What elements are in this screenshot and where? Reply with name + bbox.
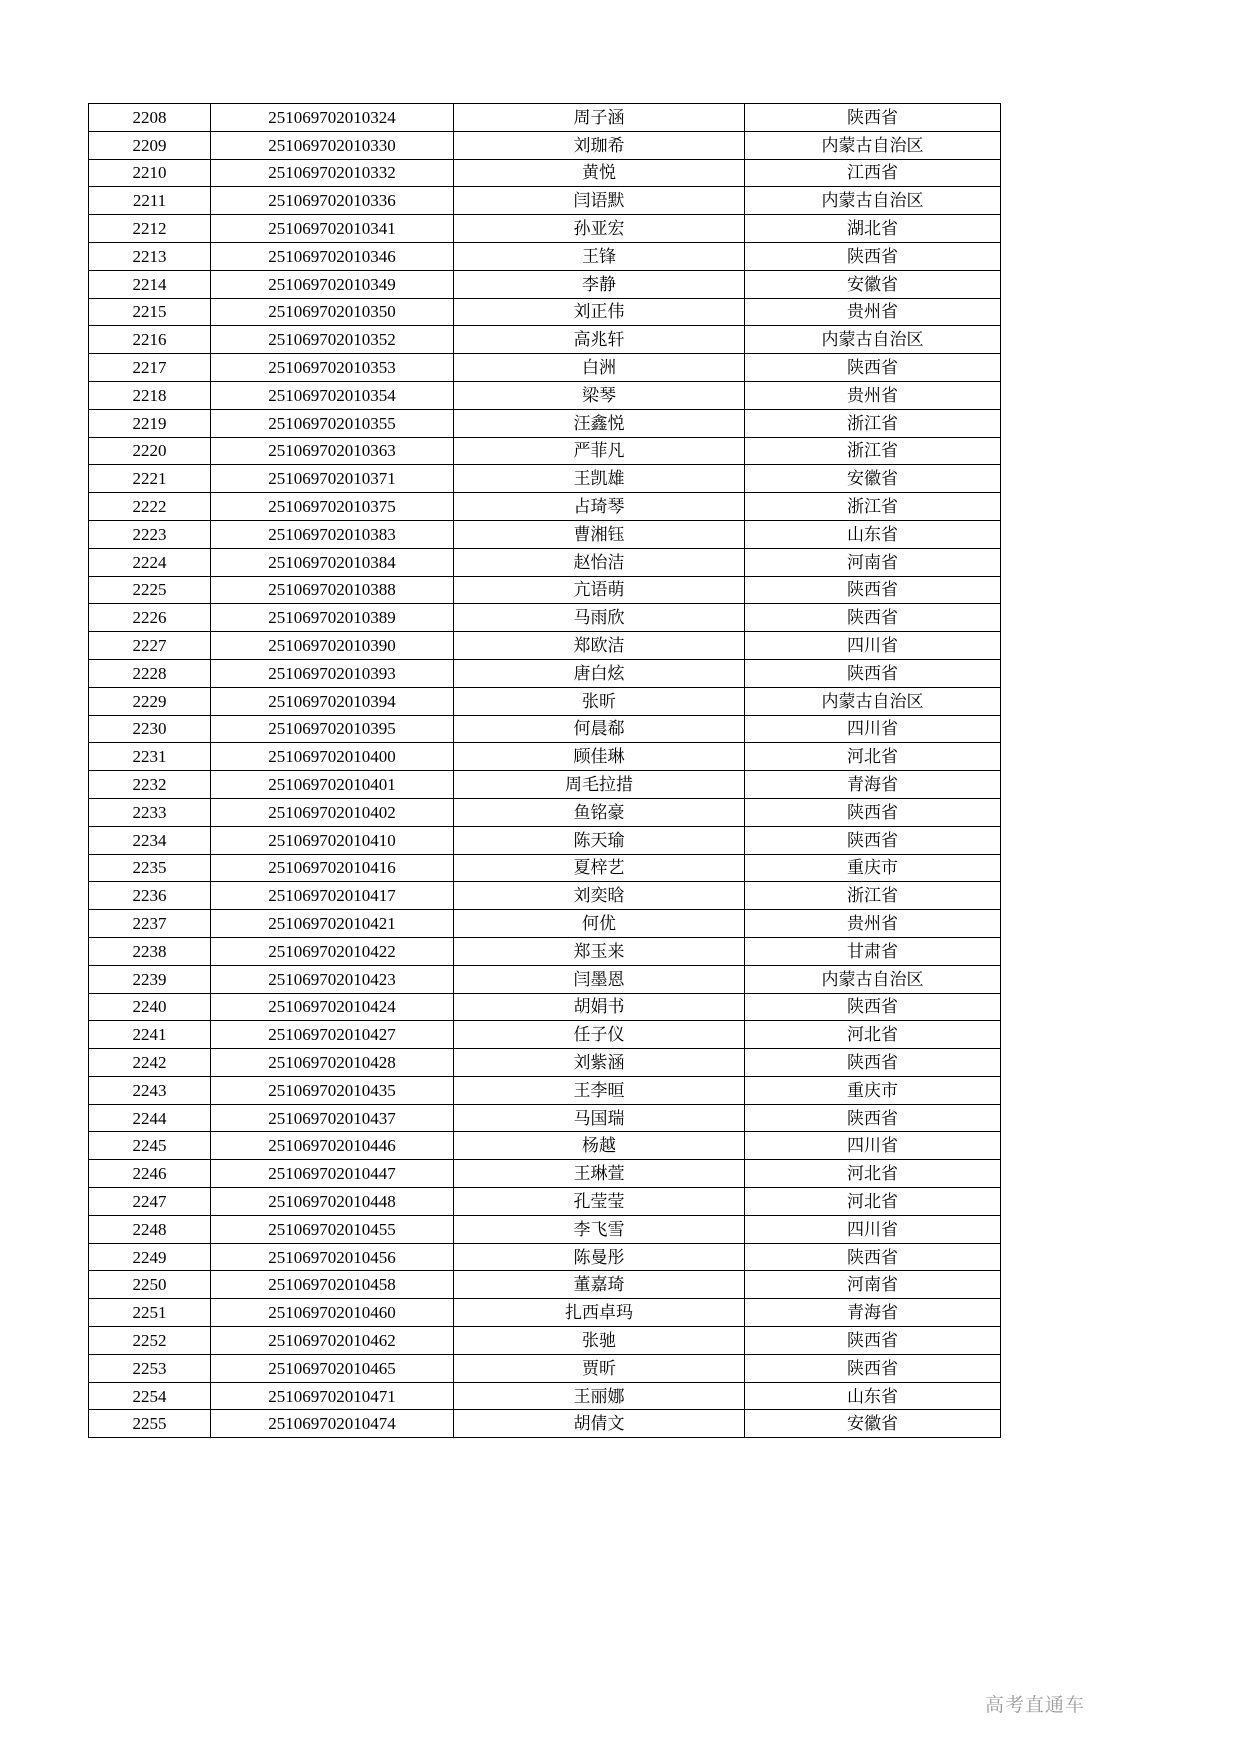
candidate-name-cell: 周毛拉措	[454, 771, 745, 799]
candidate-name-cell: 唐白炫	[454, 659, 745, 687]
candidate-name-cell: 王琳萱	[454, 1160, 745, 1188]
row-number-cell: 2225	[89, 576, 211, 604]
row-number-cell: 2218	[89, 381, 211, 409]
row-number-cell: 2232	[89, 771, 211, 799]
candidate-name-cell: 何晨郗	[454, 715, 745, 743]
province-cell: 陕西省	[745, 1049, 1001, 1077]
candidate-id-cell: 251069702010363	[211, 437, 454, 465]
table-row	[89, 1076, 1001, 1104]
row-number-cell: 2221	[89, 465, 211, 493]
province-cell: 浙江省	[745, 493, 1001, 521]
candidate-name-cell: 胡娟书	[454, 993, 745, 1021]
province-cell: 陕西省	[745, 104, 1001, 132]
province-cell: 浙江省	[745, 437, 1001, 465]
row-number-cell: 2222	[89, 493, 211, 521]
province-cell: 内蒙古自治区	[745, 131, 1001, 159]
province-cell: 四川省	[745, 632, 1001, 660]
table-row	[89, 1215, 1001, 1243]
candidate-name-cell: 郑欧洁	[454, 632, 745, 660]
table-row	[89, 659, 1001, 687]
row-number-cell: 2223	[89, 520, 211, 548]
candidate-id-cell: 251069702010455	[211, 1215, 454, 1243]
row-number-cell: 2235	[89, 854, 211, 882]
province-cell: 浙江省	[745, 882, 1001, 910]
candidate-name-cell: 李飞雪	[454, 1215, 745, 1243]
table-row	[89, 131, 1001, 159]
table-row	[89, 1327, 1001, 1355]
row-number-cell: 2226	[89, 604, 211, 632]
candidate-name-cell: 何优	[454, 910, 745, 938]
row-number-cell: 2220	[89, 437, 211, 465]
table-row	[89, 798, 1001, 826]
province-cell: 陕西省	[745, 1354, 1001, 1382]
candidate-name-cell: 刘正伟	[454, 298, 745, 326]
table-row	[89, 743, 1001, 771]
table-row	[89, 493, 1001, 521]
table-row	[89, 465, 1001, 493]
candidate-name-cell: 孔莹莹	[454, 1188, 745, 1216]
row-number-cell: 2245	[89, 1132, 211, 1160]
candidate-id-cell: 251069702010421	[211, 910, 454, 938]
table-row	[89, 937, 1001, 965]
province-cell: 内蒙古自治区	[745, 965, 1001, 993]
table-row	[89, 854, 1001, 882]
table-row	[89, 1021, 1001, 1049]
candidate-name-cell: 赵怡洁	[454, 548, 745, 576]
province-cell: 内蒙古自治区	[745, 187, 1001, 215]
candidate-name-cell: 周子涵	[454, 104, 745, 132]
table-row	[89, 1382, 1001, 1410]
candidate-name-cell: 王凯雄	[454, 465, 745, 493]
row-number-cell: 2230	[89, 715, 211, 743]
candidate-name-cell: 任子仪	[454, 1021, 745, 1049]
candidate-id-cell: 251069702010324	[211, 104, 454, 132]
candidate-id-cell: 251069702010423	[211, 965, 454, 993]
row-number-cell: 2255	[89, 1410, 211, 1438]
row-number-cell: 2237	[89, 910, 211, 938]
row-number-cell: 2243	[89, 1076, 211, 1104]
row-number-cell: 2234	[89, 826, 211, 854]
table-row	[89, 1049, 1001, 1077]
candidate-name-cell: 顾佳琳	[454, 743, 745, 771]
candidate-name-cell: 夏梓艺	[454, 854, 745, 882]
table-row	[89, 409, 1001, 437]
table-row	[89, 354, 1001, 382]
province-cell: 陕西省	[745, 354, 1001, 382]
candidate-name-cell: 王锋	[454, 242, 745, 270]
candidate-id-cell: 251069702010346	[211, 242, 454, 270]
candidate-name-cell: 陈天瑜	[454, 826, 745, 854]
candidate-id-cell: 251069702010435	[211, 1076, 454, 1104]
candidate-id-cell: 251069702010416	[211, 854, 454, 882]
table-row	[89, 771, 1001, 799]
province-cell: 四川省	[745, 1132, 1001, 1160]
province-cell: 山东省	[745, 520, 1001, 548]
candidate-id-cell: 251069702010354	[211, 381, 454, 409]
candidate-id-cell: 251069702010393	[211, 659, 454, 687]
table-row	[89, 1104, 1001, 1132]
province-cell: 安徽省	[745, 465, 1001, 493]
table-row	[89, 1132, 1001, 1160]
province-cell: 江西省	[745, 159, 1001, 187]
province-cell: 青海省	[745, 1299, 1001, 1327]
candidate-id-cell: 251069702010355	[211, 409, 454, 437]
row-number-cell: 2211	[89, 187, 211, 215]
candidate-name-cell: 闫语默	[454, 187, 745, 215]
row-number-cell: 2233	[89, 798, 211, 826]
candidate-name-cell: 马国瑞	[454, 1104, 745, 1132]
row-number-cell: 2224	[89, 548, 211, 576]
row-number-cell: 2216	[89, 326, 211, 354]
table-row	[89, 1243, 1001, 1271]
candidate-id-cell: 251069702010427	[211, 1021, 454, 1049]
candidate-name-cell: 胡倩文	[454, 1410, 745, 1438]
row-number-cell: 2242	[89, 1049, 211, 1077]
province-cell: 陕西省	[745, 993, 1001, 1021]
row-number-cell: 2236	[89, 882, 211, 910]
province-cell: 贵州省	[745, 298, 1001, 326]
table-row	[89, 687, 1001, 715]
province-cell: 河北省	[745, 1188, 1001, 1216]
table-row	[89, 604, 1001, 632]
candidate-id-cell: 251069702010353	[211, 354, 454, 382]
table-row	[89, 326, 1001, 354]
candidate-id-cell: 251069702010388	[211, 576, 454, 604]
row-number-cell: 2231	[89, 743, 211, 771]
province-cell: 四川省	[745, 1215, 1001, 1243]
table-row	[89, 520, 1001, 548]
candidate-id-cell: 251069702010402	[211, 798, 454, 826]
candidate-id-cell: 251069702010460	[211, 1299, 454, 1327]
candidate-id-cell: 251069702010383	[211, 520, 454, 548]
province-cell: 河北省	[745, 1021, 1001, 1049]
province-cell: 贵州省	[745, 381, 1001, 409]
candidate-id-cell: 251069702010375	[211, 493, 454, 521]
row-number-cell: 2219	[89, 409, 211, 437]
candidate-name-cell: 刘珈希	[454, 131, 745, 159]
row-number-cell: 2253	[89, 1354, 211, 1382]
candidate-name-cell: 刘奕晗	[454, 882, 745, 910]
candidate-name-cell: 高兆轩	[454, 326, 745, 354]
row-number-cell: 2238	[89, 937, 211, 965]
province-cell: 陕西省	[745, 1327, 1001, 1355]
candidate-id-cell: 251069702010390	[211, 632, 454, 660]
candidate-id-cell: 251069702010422	[211, 937, 454, 965]
candidate-id-cell: 251069702010446	[211, 1132, 454, 1160]
candidate-id-cell: 251069702010471	[211, 1382, 454, 1410]
table-row	[89, 187, 1001, 215]
candidate-id-cell: 251069702010349	[211, 270, 454, 298]
table-row	[89, 965, 1001, 993]
table-row	[89, 104, 1001, 132]
table-row	[89, 215, 1001, 243]
candidate-id-cell: 251069702010330	[211, 131, 454, 159]
row-number-cell: 2247	[89, 1188, 211, 1216]
province-cell: 河北省	[745, 1160, 1001, 1188]
province-cell: 河北省	[745, 743, 1001, 771]
footer-watermark: 高考直通车	[984, 1695, 1085, 1716]
candidate-name-cell: 扎西卓玛	[454, 1299, 745, 1327]
province-cell: 陕西省	[745, 1104, 1001, 1132]
province-cell: 四川省	[745, 715, 1001, 743]
candidate-id-cell: 251069702010456	[211, 1243, 454, 1271]
table-row	[89, 548, 1001, 576]
table-row	[89, 270, 1001, 298]
candidate-name-cell: 孙亚宏	[454, 215, 745, 243]
candidate-id-cell: 251069702010371	[211, 465, 454, 493]
candidate-name-cell: 严菲凡	[454, 437, 745, 465]
province-cell: 陕西省	[745, 1243, 1001, 1271]
candidate-name-cell: 张驰	[454, 1327, 745, 1355]
candidate-id-cell: 251069702010389	[211, 604, 454, 632]
candidate-id-cell: 251069702010447	[211, 1160, 454, 1188]
province-cell: 陕西省	[745, 576, 1001, 604]
candidate-name-cell: 亢语萌	[454, 576, 745, 604]
table-row	[89, 1410, 1001, 1438]
candidate-id-cell: 251069702010428	[211, 1049, 454, 1077]
row-number-cell: 2239	[89, 965, 211, 993]
candidate-id-cell: 251069702010448	[211, 1188, 454, 1216]
row-number-cell: 2215	[89, 298, 211, 326]
candidate-id-cell: 251069702010350	[211, 298, 454, 326]
table-row	[89, 1354, 1001, 1382]
candidate-id-cell: 251069702010401	[211, 771, 454, 799]
candidate-name-cell: 黄悦	[454, 159, 745, 187]
table-row	[89, 159, 1001, 187]
province-cell: 陕西省	[745, 826, 1001, 854]
province-cell: 安徽省	[745, 270, 1001, 298]
candidate-name-cell: 曹湘钰	[454, 520, 745, 548]
province-cell: 山东省	[745, 1382, 1001, 1410]
row-number-cell: 2208	[89, 104, 211, 132]
row-number-cell: 2246	[89, 1160, 211, 1188]
candidate-name-cell: 李静	[454, 270, 745, 298]
row-number-cell: 2240	[89, 993, 211, 1021]
row-number-cell: 2251	[89, 1299, 211, 1327]
province-cell: 陕西省	[745, 604, 1001, 632]
candidate-name-cell: 刘紫涵	[454, 1049, 745, 1077]
table-row	[89, 1188, 1001, 1216]
row-number-cell: 2228	[89, 659, 211, 687]
table-row	[89, 1271, 1001, 1299]
table-row	[89, 242, 1001, 270]
candidate-name-cell: 张昕	[454, 687, 745, 715]
candidate-id-cell: 251069702010384	[211, 548, 454, 576]
province-cell: 浙江省	[745, 409, 1001, 437]
candidate-id-cell: 251069702010424	[211, 993, 454, 1021]
table-row	[89, 910, 1001, 938]
table-row	[89, 1299, 1001, 1327]
province-cell: 内蒙古自治区	[745, 326, 1001, 354]
province-cell: 青海省	[745, 771, 1001, 799]
candidate-id-cell: 251069702010437	[211, 1104, 454, 1132]
row-number-cell: 2214	[89, 270, 211, 298]
table-row	[89, 826, 1001, 854]
table-row	[89, 298, 1001, 326]
candidate-name-cell: 董嘉琦	[454, 1271, 745, 1299]
candidate-name-cell: 占琦琴	[454, 493, 745, 521]
candidate-id-cell: 251069702010394	[211, 687, 454, 715]
row-number-cell: 2210	[89, 159, 211, 187]
candidate-roster-table	[88, 103, 1001, 1438]
candidate-id-cell: 251069702010352	[211, 326, 454, 354]
province-cell: 河南省	[745, 1271, 1001, 1299]
province-cell: 内蒙古自治区	[745, 687, 1001, 715]
candidate-id-cell: 251069702010332	[211, 159, 454, 187]
table-body	[89, 104, 1001, 1438]
row-number-cell: 2249	[89, 1243, 211, 1271]
table-row	[89, 576, 1001, 604]
table-row	[89, 882, 1001, 910]
table-row	[89, 381, 1001, 409]
candidate-name-cell: 杨越	[454, 1132, 745, 1160]
candidate-name-cell: 贾昕	[454, 1354, 745, 1382]
candidate-name-cell: 梁琴	[454, 381, 745, 409]
row-number-cell: 2250	[89, 1271, 211, 1299]
row-number-cell: 2212	[89, 215, 211, 243]
province-cell: 重庆市	[745, 854, 1001, 882]
province-cell: 甘肃省	[745, 937, 1001, 965]
row-number-cell: 2217	[89, 354, 211, 382]
candidate-id-cell: 251069702010417	[211, 882, 454, 910]
table-row	[89, 715, 1001, 743]
row-number-cell: 2209	[89, 131, 211, 159]
table-row	[89, 437, 1001, 465]
row-number-cell: 2252	[89, 1327, 211, 1355]
row-number-cell: 2244	[89, 1104, 211, 1132]
candidate-id-cell: 251069702010465	[211, 1354, 454, 1382]
candidate-id-cell: 251069702010336	[211, 187, 454, 215]
candidate-id-cell: 251069702010395	[211, 715, 454, 743]
province-cell: 湖北省	[745, 215, 1001, 243]
candidate-id-cell: 251069702010400	[211, 743, 454, 771]
row-number-cell: 2229	[89, 687, 211, 715]
candidate-name-cell: 王李晅	[454, 1076, 745, 1104]
province-cell: 陕西省	[745, 659, 1001, 687]
province-cell: 河南省	[745, 548, 1001, 576]
province-cell: 陕西省	[745, 242, 1001, 270]
candidate-name-cell: 白洲	[454, 354, 745, 382]
table-row	[89, 632, 1001, 660]
province-cell: 安徽省	[745, 1410, 1001, 1438]
province-cell: 陕西省	[745, 798, 1001, 826]
candidate-id-cell: 251069702010458	[211, 1271, 454, 1299]
row-number-cell: 2213	[89, 242, 211, 270]
candidate-id-cell: 251069702010474	[211, 1410, 454, 1438]
row-number-cell: 2248	[89, 1215, 211, 1243]
province-cell: 重庆市	[745, 1076, 1001, 1104]
candidate-name-cell: 汪鑫悦	[454, 409, 745, 437]
row-number-cell: 2254	[89, 1382, 211, 1410]
candidate-id-cell: 251069702010341	[211, 215, 454, 243]
candidate-name-cell: 郑玉来	[454, 937, 745, 965]
candidate-id-cell: 251069702010462	[211, 1327, 454, 1355]
row-number-cell: 2227	[89, 632, 211, 660]
table-row	[89, 993, 1001, 1021]
candidate-name-cell: 鱼铭豪	[454, 798, 745, 826]
candidate-name-cell: 马雨欣	[454, 604, 745, 632]
row-number-cell: 2241	[89, 1021, 211, 1049]
province-cell: 贵州省	[745, 910, 1001, 938]
candidate-id-cell: 251069702010410	[211, 826, 454, 854]
candidate-name-cell: 陈曼彤	[454, 1243, 745, 1271]
table-row	[89, 1160, 1001, 1188]
candidate-name-cell: 闫墨恩	[454, 965, 745, 993]
candidate-name-cell: 王丽娜	[454, 1382, 745, 1410]
